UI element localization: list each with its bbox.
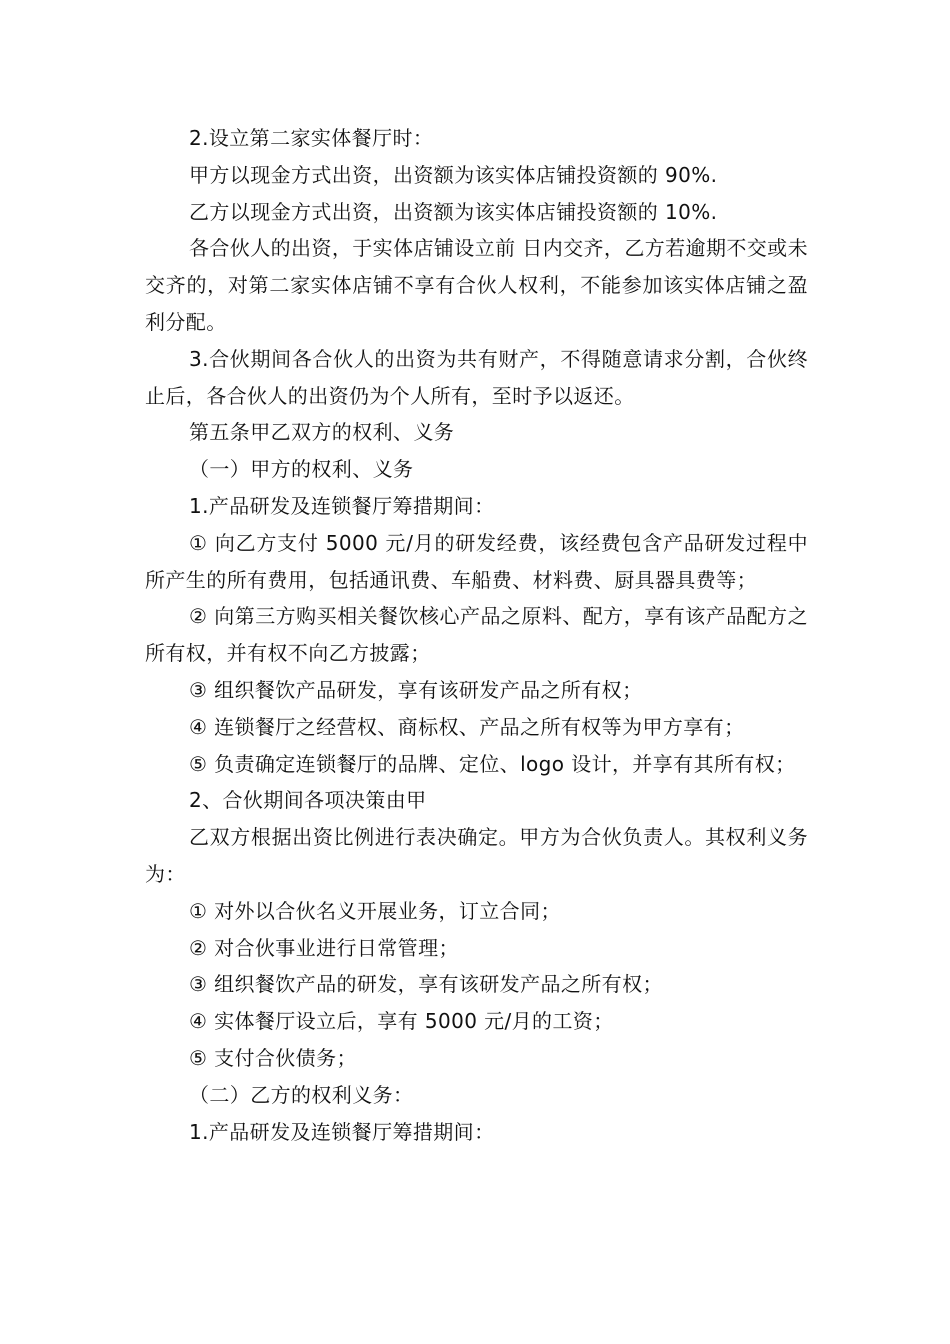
paragraph-14: 2、合伙期间各项决策由甲 — [189, 788, 427, 813]
paragraph-22: 1.产品研发及连锁餐厅筹措期间： — [189, 1119, 495, 1144]
paragraph-3: 乙方以现金方式出资，出资额为该实体店铺投资额的 10%. — [189, 199, 718, 224]
list-item-b4: ④ 实体餐厅设立后，享有 5000 元/月的工资； — [189, 1009, 614, 1034]
subsection-heading-party-b: （二）乙方的权利义务： — [189, 1082, 414, 1107]
subsection-heading-party-a: （一）甲方的权利、义务 — [189, 457, 414, 482]
list-item-a1: ① 向乙方支付 5000 元/月的研发经费，该经费包含产品研发过程中所产生的所有费用，包括通讯费、车船费、材料费、厨具器具费等； — [145, 530, 808, 592]
list-item-b5: ⑤ 支付合伙债务； — [189, 1045, 357, 1070]
list-item-b1: ① 对外以合伙名义开展业务，订立合同； — [189, 898, 561, 923]
list-item-b2: ② 对合伙事业进行日常管理； — [189, 935, 459, 960]
list-item-a3: ③ 组织餐饮产品研发，享有该研发产品之所有权； — [189, 677, 643, 702]
document-body — [145, 120, 808, 1150]
paragraph-8: 1.产品研发及连锁餐厅筹措期间： — [189, 493, 495, 518]
list-item-a2: ② 向第三方购买相关餐饮核心产品之原料、配方，享有该产品配方之所有权，并有权不向乙方披露； — [145, 604, 808, 666]
paragraph-1: 2.设立第二家实体餐厅时： — [189, 126, 434, 150]
list-item-b3: ③ 组织餐饮产品的研发，享有该研发产品之所有权； — [189, 972, 663, 997]
section-heading-article-5: 第五条甲乙双方的权利、义务 — [189, 420, 455, 445]
paragraph-2: 甲方以现金方式出资，出资额为该实体店铺投资额的 90%. — [189, 162, 718, 187]
list-item-a5: ⑤ 负责确定连锁餐厅的品牌、定位、logo 设计，并享有其所有权； — [189, 751, 796, 776]
list-item-a4: ④ 连锁餐厅之经营权、商标权、产品之所有权等为甲方享有； — [189, 714, 745, 739]
paragraph-15: 乙双方根据出资比例进行表决确定。甲方为合伙负责人。其权利义务为： — [145, 825, 808, 886]
paragraph-4: 各合伙人的出资，于实体店铺设立前 日内交齐，乙方若逾期不交或未交齐的，对第二家实体店铺不享有合伙人权利，不能参加该实体店铺之盈利分配。 — [145, 236, 808, 334]
paragraph-5: 3.合伙期间各合伙人的出资为共有财产，不得随意请求分割，合伙终止后，各合伙人的出资仍为个人所有，至时予以返还。 — [145, 346, 808, 408]
